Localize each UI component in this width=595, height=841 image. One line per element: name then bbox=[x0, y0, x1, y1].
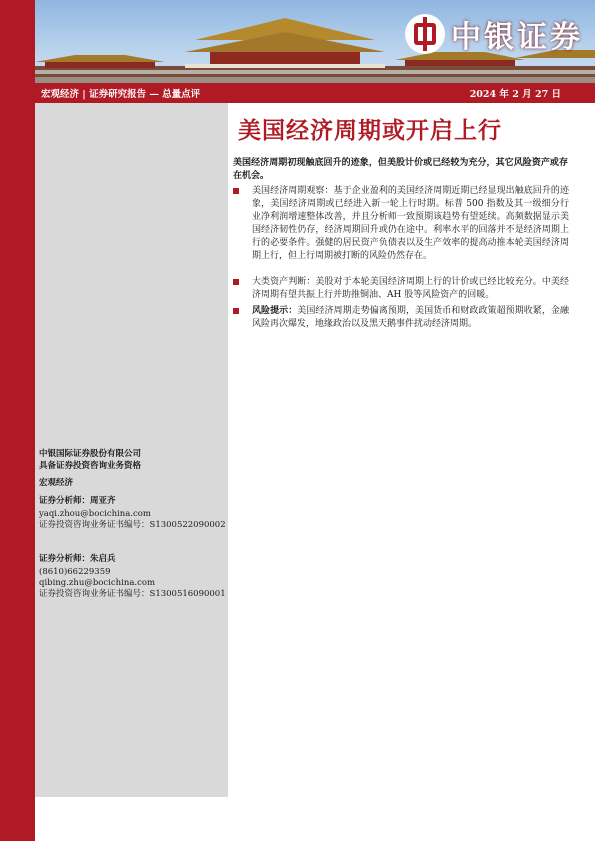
bullet-text: 美国经济周期走势偏离预期，美国货币和财政政策超预期收紧，金融风险再次爆发，地缘政治以及黑天鹅事件扰动经济周期。 bbox=[252, 306, 569, 329]
analyst-name: 证券分析师：周亚齐 bbox=[39, 496, 116, 506]
bullet-text: 美国经济周期观察：基于企业盈利的美国经济周期近期已经显现出触底回升的迹象，美国经济周期或已经进入新一轮上行时期。标普 500 指数及其一级细分行业净利润增速整体改善，并且分析师一致预期该趋势有望延续。高频数据显示美国经济韧性仍存，经济周期回升或仍在途中。利率水平的回落并不是经济周期上行的必要条件。强健的居民资产负债表以及生产效率的提高动推本轮美国经济周期上行，但上行周期被打断的风险仍然存在。 bbox=[252, 186, 569, 261]
left-accent-stripe bbox=[0, 0, 35, 841]
analyst-name: 证券分析师：朱启兵 bbox=[39, 554, 116, 564]
analyst-email[interactable]: qibing.zhu@bocichina.com bbox=[39, 578, 156, 588]
category-bar bbox=[35, 83, 595, 103]
company-name: 中银国际证券股份有限公司 bbox=[39, 449, 142, 459]
analyst-phone: (8610)66229359 bbox=[39, 567, 111, 577]
bullet-text: 大类资产判断：美股对于本轮美国经济周期上行的计价或已经比较充分。中美经济周期有望共振上行并助推铜油、AH 股等风险资产的回暖。 bbox=[252, 277, 569, 300]
report-date: 2024 年 2 月 27 日 bbox=[469, 89, 561, 100]
bullet-square-icon bbox=[233, 279, 239, 285]
analyst-license: 证券投资咨询业务证书编号：S1300522090002 bbox=[39, 520, 226, 530]
bank-of-china-logo-icon bbox=[405, 14, 445, 54]
sector-label: 宏观经济 bbox=[39, 478, 74, 488]
bullet-item bbox=[233, 305, 569, 331]
analyst-license: 证券投资咨询业务证书编号：S1300516090001 bbox=[39, 589, 226, 599]
bullet-lead: 风险提示： bbox=[252, 306, 298, 316]
brand-name: 中银证券 bbox=[451, 20, 583, 55]
brand-logo bbox=[405, 6, 583, 62]
report-summary: 美国经济周期初现触底回升的迹象，但美股计价或已经较为充分，其它风险资产或存在机会。 bbox=[233, 158, 568, 181]
bullet-item bbox=[233, 185, 569, 263]
bullet-item bbox=[233, 276, 569, 302]
report-category: 宏观经济 | 证券研究报告 — 总量点评 bbox=[41, 89, 201, 100]
qualification: 具备证券投资咨询业务资格 bbox=[39, 461, 142, 471]
bullet-square-icon bbox=[233, 188, 239, 194]
report-title: 美国经济周期或开启上行 bbox=[238, 117, 502, 144]
analyst-email[interactable]: yaqi.zhou@bocichina.com bbox=[39, 509, 151, 519]
header-banner bbox=[35, 0, 595, 83]
bullet-square-icon bbox=[233, 308, 239, 314]
